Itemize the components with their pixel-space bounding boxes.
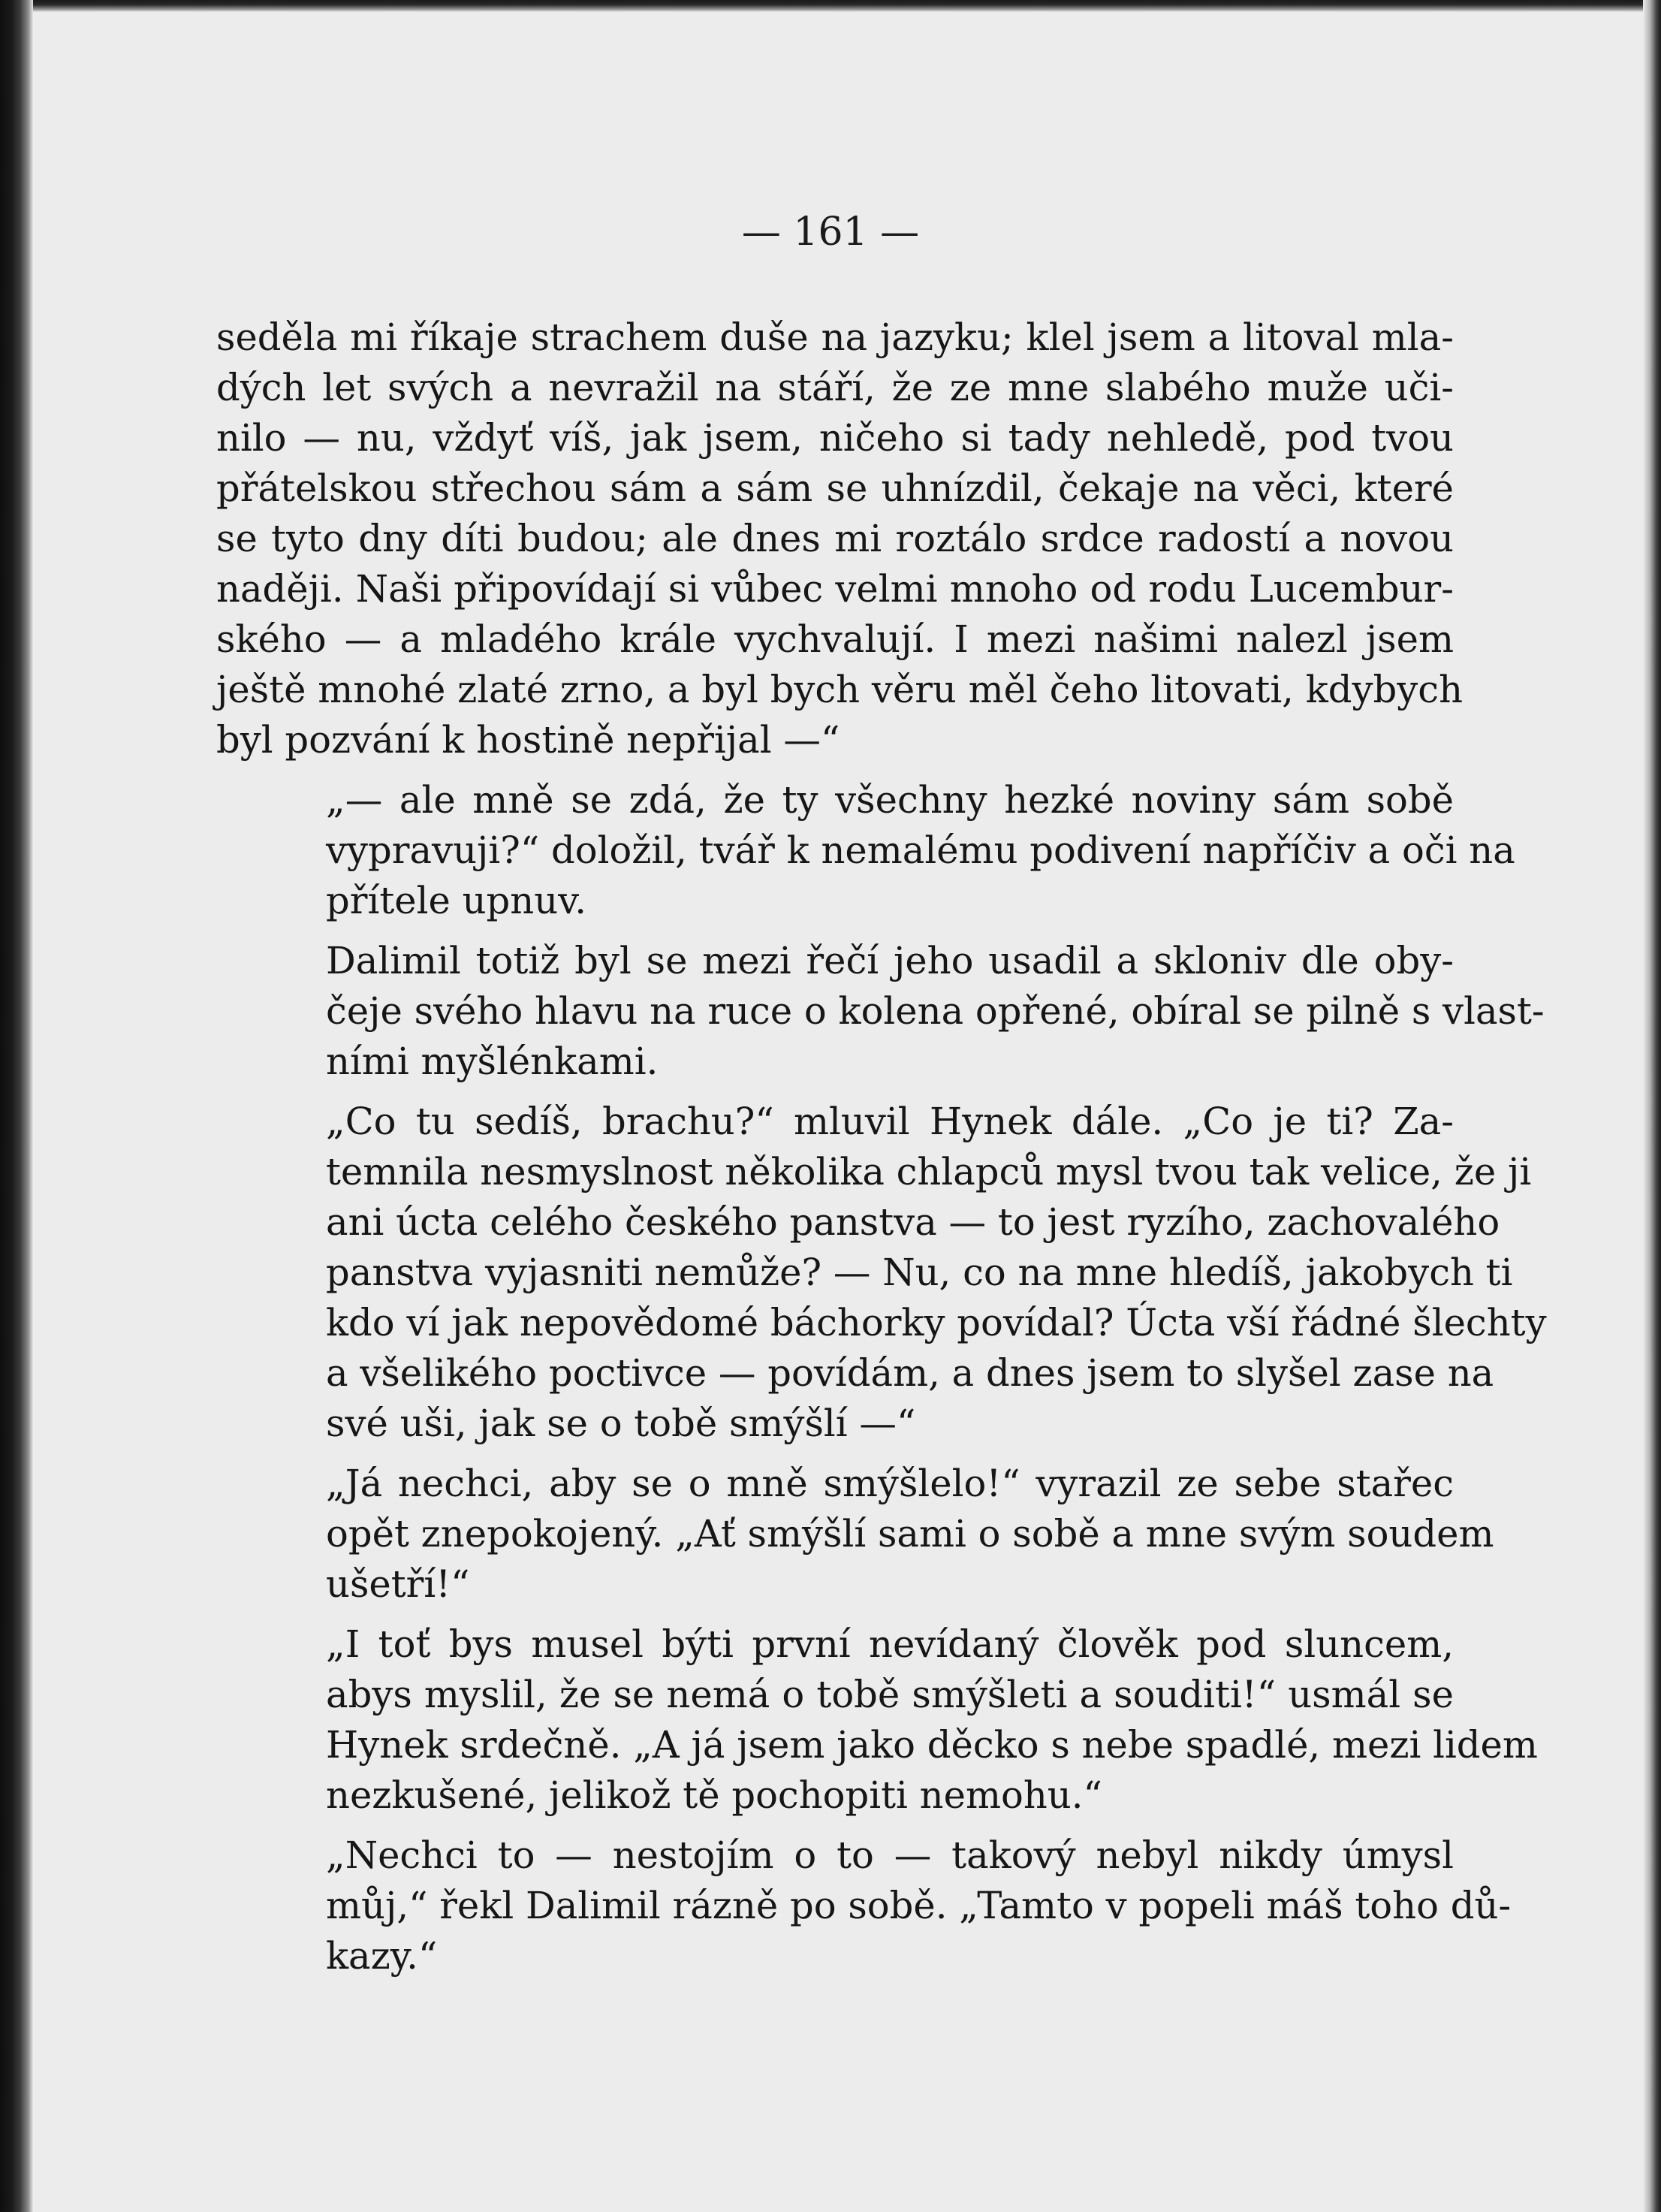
text-line: Dalimil totiž byl se mezi řečí jeho usadil a skloniv dle oby- <box>326 939 1454 982</box>
text-line: kdo ví jak nepovědomé báchorky povídal? Úcta vší řádné šlechty <box>326 1301 1547 1344</box>
text-line: panstva vyjasniti nemůže? — Nu, co na mne hledíš, jakobych ti <box>326 1251 1513 1294</box>
text-line: čeje svého hlavu na ruce o kolena opřené, obíral se pilně s vlast- <box>326 989 1545 1033</box>
text-line: nilo — nu, vždyť víš, jak jsem, ničeho si tady nehledě, pod tvou <box>216 416 1454 460</box>
text-line: byl pozvání k hostině nepřijal —“ <box>216 718 840 762</box>
text-line: temnila nesmyslnost několika chlapců mysl tvou tak velice, že ji <box>326 1150 1532 1194</box>
text-line: „Co tu sedíš, brachu?“ mluvil Hynek dále. „Co je ti? Za- <box>326 1100 1454 1143</box>
page-number: — 161 — <box>741 210 920 255</box>
paragraph <box>216 1097 1547 1449</box>
text-line: opět znepokojený. „Ať smýšlí sami o sobě a mne svým soudem <box>326 1512 1494 1556</box>
paragraph <box>216 936 1545 1087</box>
text-line: můj,“ řekl Dalimil rázně po sobě. „Tamto v popeli máš toho dů- <box>326 1884 1512 1927</box>
paragraph <box>216 1830 1512 1981</box>
text-line: přítele upnuv. <box>326 879 587 922</box>
paragraph <box>216 1619 1538 1821</box>
text-line: přátelskou střechou sám a sám se uhnízdil, čekaje na věci, které <box>216 466 1454 510</box>
paragraph <box>216 1459 1494 1610</box>
text-line: „— ale mně se zdá, že ty všechny hezké noviny sám sobě <box>326 778 1454 822</box>
text-line: se tyto dny díti budou; ale dnes mi roztálo srdce radostí a novou <box>216 517 1454 560</box>
paragraph <box>216 312 1464 765</box>
text-line: „Nechci to — nestojím o to — takový nebyl nikdy úmysl <box>326 1833 1454 1877</box>
book-spine-edge <box>0 0 33 2212</box>
text-line: naději. Naši připovídají si vůbec velmi mnoho od rodu Lucembur- <box>216 567 1454 611</box>
text-line: ními myšlénkami. <box>326 1040 659 1083</box>
text-line: vypravuji?“ doložil, tvář k nemalému podivení napříčiv a oči na <box>326 828 1515 872</box>
text-line: „I toť bys musel býti první nevídaný člověk pod sluncem, <box>326 1622 1454 1666</box>
body-text <box>216 312 1547 1991</box>
text-line: nezkušené, jelikož tě pochopiti nemohu.“ <box>326 1773 1102 1817</box>
page-right-edge <box>1643 0 1661 2212</box>
page-top-edge <box>0 0 1661 12</box>
text-line: ani úcta celého českého panstva — to jest ryzího, zachovalého <box>326 1200 1500 1244</box>
text-line: abys myslil, že se nemá o tobě smýšleti a souditi!“ usmál se <box>326 1673 1454 1716</box>
text-line: ského — a mladého krále vychvalují. I mezi našimi nalezl jsem <box>216 617 1454 661</box>
text-line: ještě mnohé zlaté zrno, a byl bych věru měl čeho litovati, kdybych <box>216 668 1464 711</box>
text-line: své uši, jak se o tobě smýšlí —“ <box>326 1402 916 1445</box>
text-line: kazy.“ <box>326 1934 438 1978</box>
text-line: seděla mi říkaje strachem duše na jazyku; klel jsem a litoval mla- <box>216 315 1454 359</box>
text-line: „Já nechci, aby se o mně smýšlelo!“ vyrazil ze sebe stařec <box>326 1462 1454 1505</box>
paragraph <box>216 775 1515 926</box>
text-line: dých let svých a nevražil na stáří, že ze mne slabého muže uči- <box>216 366 1454 409</box>
text-line: ušetří!“ <box>326 1562 470 1606</box>
text-line: a všelikého poctivce — povídám, a dnes jsem to slyšel zase na <box>326 1351 1494 1395</box>
text-line: Hynek srdečně. „A já jsem jako děcko s nebe spadlé, mezi lidem <box>326 1723 1538 1767</box>
